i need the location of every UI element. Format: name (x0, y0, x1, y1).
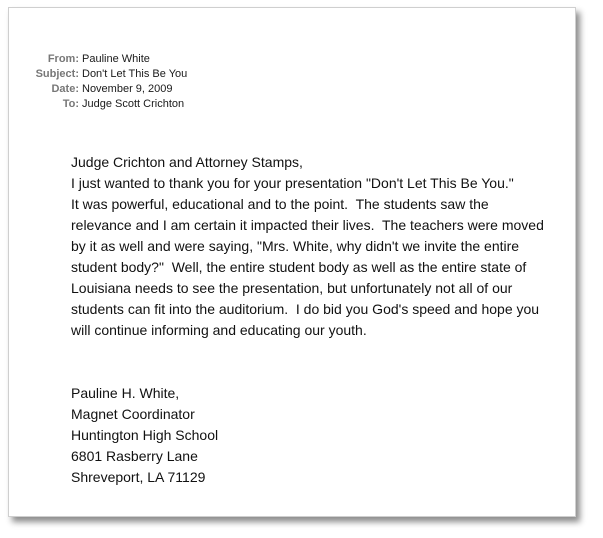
signature-title: Magnet Coordinator (71, 406, 195, 422)
letter-line: by it as well and were saying, "Mrs. White, why didn't we invite the entire (71, 238, 520, 254)
header-subject-row (9, 67, 187, 82)
from-value: Pauline White (82, 53, 150, 65)
signature-name: Pauline H. White, (71, 385, 180, 401)
letter-body (71, 152, 551, 488)
to-label: To: (62, 98, 79, 110)
email-header (9, 52, 187, 112)
header-from-row (9, 52, 187, 67)
date-label: Date: (51, 83, 79, 95)
letter-line: Louisiana needs to see the presentation, but unfortunately not all of our (71, 280, 513, 296)
salutation: Judge Crichton and Attorney Stamps, (71, 154, 303, 170)
subject-value: Don't Let This Be You (82, 68, 188, 80)
letter-line: It was powerful, educational and to the point. The students saw the (71, 196, 489, 212)
date-value: November 9, 2009 (82, 83, 173, 95)
letter-line: relevance and I am certain it impacted their lives. The teachers were moved (71, 217, 544, 233)
letter-page (8, 7, 576, 517)
letter-line: will continue informing and educating our youth. (71, 322, 367, 338)
subject-label: Subject: (35, 68, 79, 80)
signature-block (71, 383, 551, 488)
from-label: From: (47, 53, 79, 65)
signature-street: 6801 Rasberry Lane (71, 448, 198, 464)
header-date-row (9, 82, 187, 97)
signature-city: Shreveport, LA 71129 (71, 469, 206, 485)
signature-school: Huntington High School (71, 427, 219, 443)
letter-line: student body?" Well, the entire student body as well as the entire state of (71, 259, 527, 275)
letter-line: I just wanted to thank you for your presentation "Don't Let This Be You." (71, 175, 514, 191)
letter-line: students can fit into the auditorium. I do bid you God's speed and hope you (71, 301, 540, 317)
to-value: Judge Scott Crichton (82, 98, 185, 110)
header-to-row (9, 97, 187, 112)
